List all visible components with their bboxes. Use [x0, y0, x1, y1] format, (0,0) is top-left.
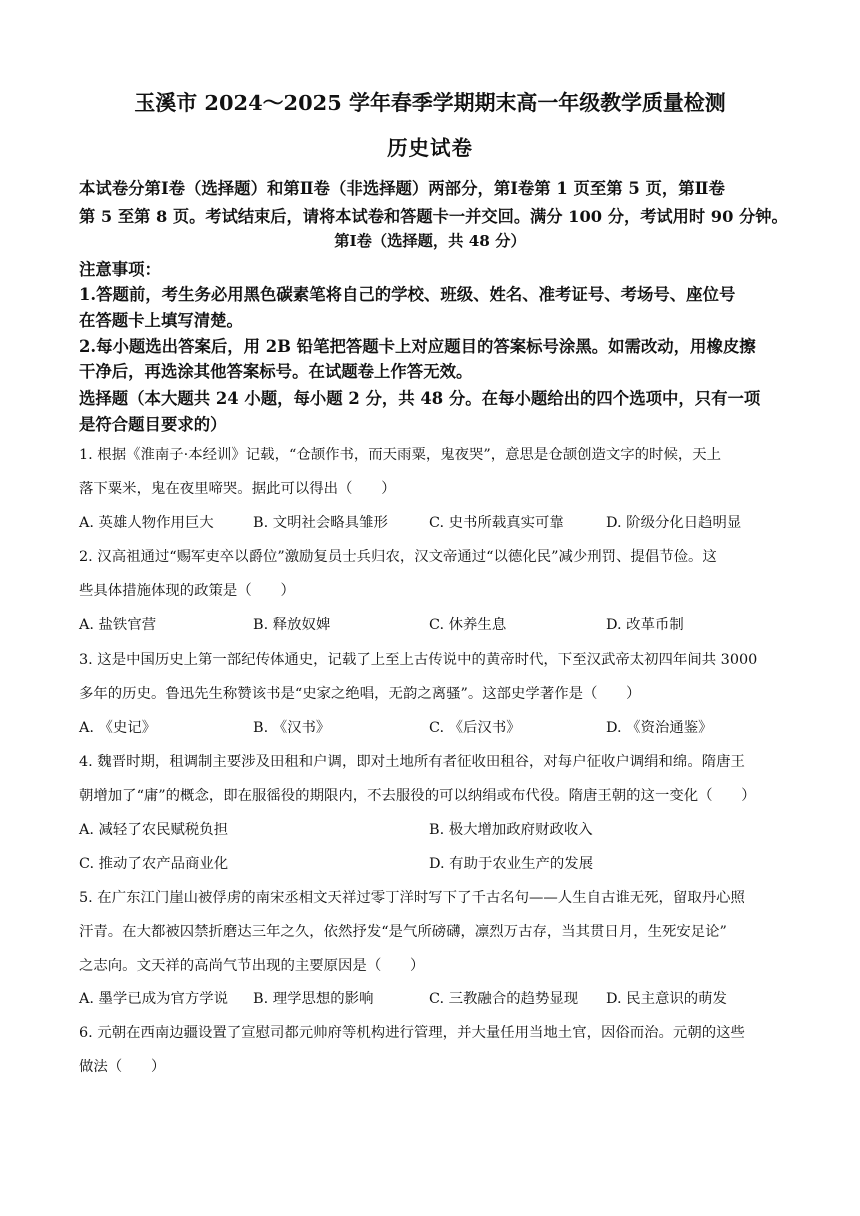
question-4-option-a: A. 减轻了农民赋税负担	[79, 822, 229, 838]
question-5-option-c: C. 三教融合的趋势显现	[429, 991, 579, 1007]
question-2-option-c: C. 休养生息	[429, 617, 507, 633]
question-1-option-c: C. 史书所载真实可靠	[429, 515, 564, 531]
question-3-option-b: B. 《汉书》	[253, 720, 331, 736]
question-2-line-1: 2. 汉高祖通过“赐军吏卒以爵位”激励复员士兵归农，汉文帝通过“以德化民”减少刑罚、提倡节俭。这	[79, 549, 717, 565]
question-5-option-a: A. 墨学已成为官方学说	[79, 991, 229, 1007]
question-6-line-2: 做法（ ）	[79, 1059, 166, 1075]
question-1-option-a: A. 英雄人物作用巨大	[79, 515, 214, 531]
choice-intro-line-2: 是符合题目要求的）	[79, 415, 227, 434]
question-3-option-a: A. 《史记》	[79, 720, 157, 736]
question-5-line-3: 之志向。文天祥的高尚气节出现的主要原因是（ ）	[79, 958, 425, 974]
question-6-line-1: 6. 元朝在西南边疆设置了宣慰司都元帅府等机构进行管理，并大量任用当地土官，因俗而治。元朝的这些	[79, 1025, 745, 1041]
question-4-option-b: B. 极大增加政府财政收入	[429, 822, 593, 838]
intro-line-2: 第 5 至第 8 页。考试结束后，请将本试卷和答题卡一并交回。满分 100 分，考试用时 90 分钟。	[79, 207, 788, 226]
question-1-line-2: 落下粟米，鬼在夜里啼哭。据此可以得出（ ）	[79, 481, 396, 497]
exam-title: 玉溪市 2024～2025 学年春季学期期末高一年级教学质量检测	[134, 90, 726, 115]
question-4-line-1: 4. 魏晋时期，租调制主要涉及田租和户调，即对土地所有者征收田租谷，对每户征收户调绢和绵。隋唐王	[79, 754, 745, 770]
question-1-option-d: D. 阶级分化日趋明显	[606, 515, 742, 531]
note-2-line-1: 2.每小题选出答案后，用 2B 铅笔把答题卡上对应题目的答案标号涂黑。如需改动，用橡皮擦	[79, 337, 756, 356]
question-4-option-c: C. 推动了农产品商业化	[79, 856, 229, 872]
question-5-line-2: 汗青。在大都被囚禁折磨达三年之久，依然抒发“是气所磅礴，凛烈万古存，当其贯日月，生死安足论”	[79, 924, 727, 940]
section-heading: 第Ⅰ卷（选择题，共 48 分）	[334, 232, 526, 250]
question-2-option-d: D. 改革币制	[606, 617, 684, 633]
question-3-line-1: 3. 这是中国历史上第一部纪传体通史，记载了上至上古传说中的黄帝时代，下至汉武帝太初四年间共 3000	[79, 652, 758, 668]
question-2-option-b: B. 释放奴婢	[253, 617, 331, 633]
question-3-option-d: D. 《资治通鉴》	[606, 720, 713, 736]
exam-subtitle: 历史试卷	[387, 136, 473, 160]
question-5-option-d: D. 民主意识的萌发	[606, 991, 727, 1007]
notes-heading: 注意事项：	[79, 260, 161, 279]
question-4-option-d: D. 有助于农业生产的发展	[429, 856, 594, 872]
question-2-option-a: A. 盐铁官营	[79, 617, 157, 633]
question-1-line-1: 1. 根据《淮南子·本经训》记载，“仓颉作书，而天雨粟，鬼夜哭”，意思是仓颉创造文字的时候，天上	[79, 447, 722, 463]
question-5-line-1: 5. 在广东江门崖山被俘虏的南宋丞相文天祥过零丁洋时写下了千古名句——人生自古谁无死，留取丹心照	[79, 890, 745, 906]
question-3-line-2: 多年的历史。鲁迅先生称赞该书是“史家之绝唱，无韵之离骚”。这部史学著作是（ ）	[79, 686, 641, 702]
question-2-line-2: 些具体措施体现的政策是（ ）	[79, 583, 295, 599]
intro-line-1: 本试卷分第Ⅰ卷（选择题）和第Ⅱ卷（非选择题）两部分，第Ⅰ卷第 1 页至第 5 页，第Ⅱ卷	[79, 179, 725, 198]
choice-intro-line-1: 选择题（本大题共 24 小题，每小题 2 分，共 48 分。在每小题给出的四个选项中，只有一项	[79, 389, 761, 408]
note-1-line-1: 1.答题前，考生务必用黑色碳素笔将自己的学校、班级、姓名、准考证号、考场号、座位号	[79, 285, 736, 304]
note-1-line-2: 在答题卡上填写清楚。	[79, 311, 243, 330]
question-4-line-2: 朝增加了“庸”的概念，即在服徭役的期限内，不去服役的可以纳绢或布代役。隋唐王朝的这一变化（ ）	[79, 788, 756, 804]
question-3-option-c: C. 《后汉书》	[429, 720, 521, 736]
question-5-option-b: B. 理学思想的影响	[253, 991, 374, 1007]
note-2-line-2: 干净后，再选涂其他答案标号。在试题卷上作答无效。	[79, 362, 473, 381]
question-1-option-b: B. 文明社会略具雏形	[253, 515, 388, 531]
